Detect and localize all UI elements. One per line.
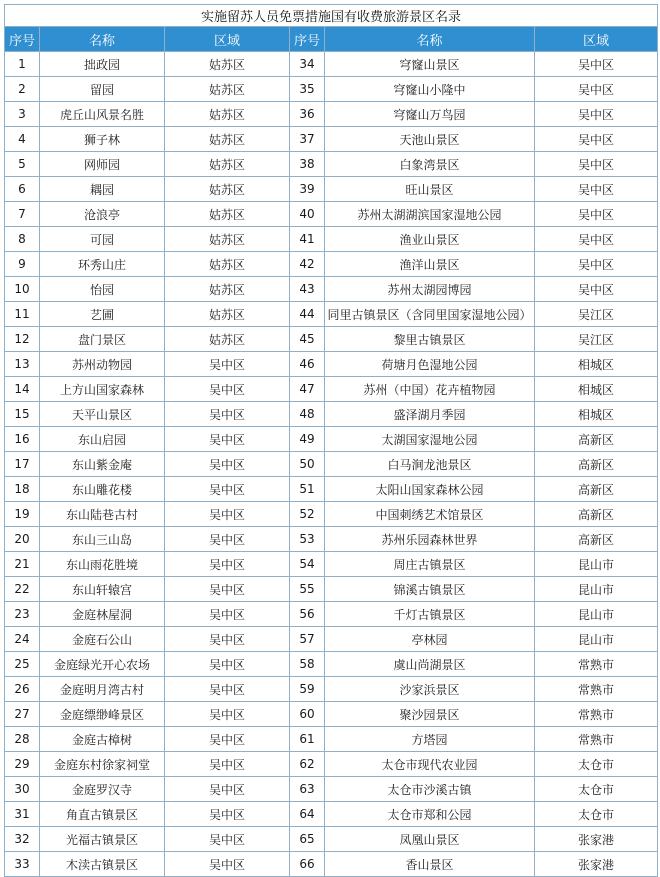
table-row — [5, 327, 658, 352]
cell-name-right: 苏州（中国）花卉植物园 — [325, 377, 535, 402]
cell-name-right: 白象湾景区 — [325, 152, 535, 177]
cell-name-left: 狮子林 — [40, 127, 165, 152]
table-row — [5, 652, 658, 677]
table-row — [5, 602, 658, 627]
cell-name-left: 上方山国家森林 — [40, 377, 165, 402]
table-title: 实施留苏人员免票措施国有收费旅游景区名录 — [5, 5, 658, 27]
cell-name-left: 光福古镇景区 — [40, 827, 165, 852]
cell-district-left: 吴中区 — [165, 452, 290, 477]
cell-name-right: 太仓市郑和公园 — [325, 802, 535, 827]
cell-no-left: 10 — [5, 277, 40, 302]
header-no-left: 序号 — [5, 27, 40, 52]
cell-name-right: 天池山景区 — [325, 127, 535, 152]
cell-district-right: 吴江区 — [535, 302, 658, 327]
cell-name-left: 东山雕花楼 — [40, 477, 165, 502]
cell-name-left: 盘门景区 — [40, 327, 165, 352]
cell-no-right: 47 — [290, 377, 325, 402]
cell-name-right: 苏州太湖湖滨国家湿地公园 — [325, 202, 535, 227]
cell-no-right: 63 — [290, 777, 325, 802]
cell-name-left: 沧浪亭 — [40, 202, 165, 227]
cell-district-right: 吴中区 — [535, 127, 658, 152]
cell-name-right: 荷塘月色湿地公园 — [325, 352, 535, 377]
cell-no-left: 11 — [5, 302, 40, 327]
cell-no-right: 41 — [290, 227, 325, 252]
table-row — [5, 552, 658, 577]
table-row — [5, 177, 658, 202]
table-row — [5, 827, 658, 852]
cell-no-right: 39 — [290, 177, 325, 202]
cell-no-right: 44 — [290, 302, 325, 327]
cell-name-left: 苏州动物园 — [40, 352, 165, 377]
cell-district-right: 昆山市 — [535, 552, 658, 577]
cell-district-left: 吴中区 — [165, 352, 290, 377]
cell-no-right: 40 — [290, 202, 325, 227]
cell-district-left: 吴中区 — [165, 402, 290, 427]
cell-district-left: 姑苏区 — [165, 277, 290, 302]
table-row — [5, 852, 658, 877]
cell-no-left: 12 — [5, 327, 40, 352]
cell-no-left: 3 — [5, 102, 40, 127]
cell-no-right: 66 — [290, 852, 325, 877]
cell-name-left: 耦园 — [40, 177, 165, 202]
header-name-left: 名称 — [40, 27, 165, 52]
cell-district-left: 姑苏区 — [165, 127, 290, 152]
table-row — [5, 277, 658, 302]
cell-district-left: 吴中区 — [165, 577, 290, 602]
cell-no-right: 46 — [290, 352, 325, 377]
table-row — [5, 502, 658, 527]
cell-no-left: 17 — [5, 452, 40, 477]
cell-no-left: 23 — [5, 602, 40, 627]
cell-district-right: 太仓市 — [535, 777, 658, 802]
cell-name-right: 穹窿山景区 — [325, 52, 535, 77]
cell-district-right: 常熟市 — [535, 702, 658, 727]
cell-no-right: 36 — [290, 102, 325, 127]
cell-district-right: 吴中区 — [535, 202, 658, 227]
cell-name-right: 同里古镇景区（含同里国家湿地公园） — [325, 302, 535, 327]
cell-name-left: 可园 — [40, 227, 165, 252]
cell-name-left: 金庭明月湾古村 — [40, 677, 165, 702]
cell-district-right: 吴中区 — [535, 52, 658, 77]
cell-name-right: 太阳山国家森林公园 — [325, 477, 535, 502]
cell-district-left: 吴中区 — [165, 602, 290, 627]
cell-name-right: 太仓市沙溪古镇 — [325, 777, 535, 802]
table-row — [5, 402, 658, 427]
cell-name-left: 东山陆巷古村 — [40, 502, 165, 527]
header-district-right: 区域 — [535, 27, 658, 52]
cell-no-left: 21 — [5, 552, 40, 577]
cell-no-right: 54 — [290, 552, 325, 577]
cell-no-left: 27 — [5, 702, 40, 727]
cell-name-right: 太湖国家湿地公园 — [325, 427, 535, 452]
table-row — [5, 802, 658, 827]
cell-name-right: 聚沙园景区 — [325, 702, 535, 727]
table-row — [5, 427, 658, 452]
cell-district-right: 吴中区 — [535, 227, 658, 252]
cell-no-left: 5 — [5, 152, 40, 177]
cell-district-right: 太仓市 — [535, 802, 658, 827]
cell-district-left: 姑苏区 — [165, 327, 290, 352]
table-row — [5, 77, 658, 102]
cell-name-left: 天平山景区 — [40, 402, 165, 427]
cell-no-left: 18 — [5, 477, 40, 502]
table-row — [5, 452, 658, 477]
cell-no-left: 29 — [5, 752, 40, 777]
scenic-list-document — [4, 4, 657, 877]
cell-no-right: 56 — [290, 602, 325, 627]
table-row — [5, 227, 658, 252]
cell-district-left: 吴中区 — [165, 802, 290, 827]
cell-no-left: 26 — [5, 677, 40, 702]
cell-district-left: 吴中区 — [165, 702, 290, 727]
cell-district-left: 吴中区 — [165, 427, 290, 452]
cell-no-right: 55 — [290, 577, 325, 602]
cell-name-right: 凤凰山景区 — [325, 827, 535, 852]
cell-name-right: 沙家浜景区 — [325, 677, 535, 702]
cell-district-left: 吴中区 — [165, 652, 290, 677]
cell-district-right: 吴中区 — [535, 252, 658, 277]
cell-name-right: 黎里古镇景区 — [325, 327, 535, 352]
cell-district-left: 姑苏区 — [165, 302, 290, 327]
table-row — [5, 302, 658, 327]
table-row — [5, 202, 658, 227]
cell-no-left: 15 — [5, 402, 40, 427]
header-row — [5, 27, 658, 52]
cell-name-right: 太仓市现代农业园 — [325, 752, 535, 777]
cell-district-left: 姑苏区 — [165, 52, 290, 77]
cell-no-left: 25 — [5, 652, 40, 677]
cell-district-left: 吴中区 — [165, 827, 290, 852]
cell-district-right: 吴中区 — [535, 277, 658, 302]
cell-no-right: 59 — [290, 677, 325, 702]
cell-district-right: 高新区 — [535, 477, 658, 502]
cell-district-left: 姑苏区 — [165, 227, 290, 252]
cell-no-right: 65 — [290, 827, 325, 852]
cell-name-left: 东山三山岛 — [40, 527, 165, 552]
cell-name-left: 虎丘山风景名胜 — [40, 102, 165, 127]
header-name-right: 名称 — [325, 27, 535, 52]
cell-district-left: 吴中区 — [165, 527, 290, 552]
cell-district-left: 吴中区 — [165, 627, 290, 652]
header-no-right: 序号 — [290, 27, 325, 52]
cell-no-left: 30 — [5, 777, 40, 802]
cell-name-right: 渔洋山景区 — [325, 252, 535, 277]
table-row — [5, 102, 658, 127]
cell-name-left: 金庭罗汉寺 — [40, 777, 165, 802]
cell-no-right: 49 — [290, 427, 325, 452]
cell-name-left: 东山轩辕宫 — [40, 577, 165, 602]
cell-no-right: 35 — [290, 77, 325, 102]
cell-district-right: 张家港 — [535, 827, 658, 852]
cell-district-left: 吴中区 — [165, 377, 290, 402]
cell-name-left: 金庭绿光开心农场 — [40, 652, 165, 677]
cell-no-left: 16 — [5, 427, 40, 452]
table-row — [5, 152, 658, 177]
cell-district-left: 姑苏区 — [165, 177, 290, 202]
cell-no-left: 28 — [5, 727, 40, 752]
cell-name-left: 东山启园 — [40, 427, 165, 452]
cell-district-left: 吴中区 — [165, 677, 290, 702]
cell-no-right: 61 — [290, 727, 325, 752]
cell-district-right: 吴江区 — [535, 327, 658, 352]
cell-name-right: 白马涧龙池景区 — [325, 452, 535, 477]
cell-name-left: 怡园 — [40, 277, 165, 302]
cell-district-right: 高新区 — [535, 502, 658, 527]
cell-no-right: 34 — [290, 52, 325, 77]
cell-no-left: 20 — [5, 527, 40, 552]
cell-no-right: 45 — [290, 327, 325, 352]
table-row — [5, 377, 658, 402]
cell-name-right: 周庄古镇景区 — [325, 552, 535, 577]
table-row — [5, 477, 658, 502]
cell-district-right: 吴中区 — [535, 152, 658, 177]
cell-no-left: 31 — [5, 802, 40, 827]
cell-district-left: 姑苏区 — [165, 77, 290, 102]
cell-name-right: 苏州太湖园博园 — [325, 277, 535, 302]
cell-no-right: 58 — [290, 652, 325, 677]
cell-no-left: 13 — [5, 352, 40, 377]
cell-no-right: 53 — [290, 527, 325, 552]
cell-no-right: 64 — [290, 802, 325, 827]
cell-no-right: 57 — [290, 627, 325, 652]
cell-district-left: 吴中区 — [165, 727, 290, 752]
cell-name-right: 香山景区 — [325, 852, 535, 877]
scenic-spot-table — [4, 4, 658, 877]
cell-district-right: 吴中区 — [535, 177, 658, 202]
cell-name-left: 东山雨花胜境 — [40, 552, 165, 577]
cell-name-left: 拙政园 — [40, 52, 165, 77]
cell-no-right: 43 — [290, 277, 325, 302]
cell-name-right: 苏州乐园森林世界 — [325, 527, 535, 552]
cell-name-left: 金庭缥缈峰景区 — [40, 702, 165, 727]
cell-name-right: 亭林园 — [325, 627, 535, 652]
header-district-left: 区域 — [165, 27, 290, 52]
cell-no-left: 9 — [5, 252, 40, 277]
cell-no-right: 52 — [290, 502, 325, 527]
cell-no-right: 51 — [290, 477, 325, 502]
cell-name-left: 环秀山庄 — [40, 252, 165, 277]
cell-district-left: 姑苏区 — [165, 202, 290, 227]
cell-district-right: 高新区 — [535, 527, 658, 552]
table-row — [5, 252, 658, 277]
cell-district-right: 常熟市 — [535, 652, 658, 677]
cell-district-left: 吴中区 — [165, 852, 290, 877]
cell-no-right: 42 — [290, 252, 325, 277]
cell-no-left: 24 — [5, 627, 40, 652]
cell-district-left: 姑苏区 — [165, 102, 290, 127]
table-row — [5, 352, 658, 377]
cell-district-right: 相城区 — [535, 352, 658, 377]
cell-name-left: 留园 — [40, 77, 165, 102]
cell-name-left: 金庭林屋洞 — [40, 602, 165, 627]
cell-district-right: 吴中区 — [535, 77, 658, 102]
cell-district-right: 高新区 — [535, 452, 658, 477]
cell-name-left: 艺圃 — [40, 302, 165, 327]
cell-district-right: 昆山市 — [535, 577, 658, 602]
cell-no-right: 48 — [290, 402, 325, 427]
cell-no-right: 37 — [290, 127, 325, 152]
cell-name-right: 旺山景区 — [325, 177, 535, 202]
cell-district-right: 高新区 — [535, 427, 658, 452]
cell-district-right: 张家港 — [535, 852, 658, 877]
cell-name-left: 金庭石公山 — [40, 627, 165, 652]
cell-no-left: 33 — [5, 852, 40, 877]
table-row — [5, 577, 658, 602]
cell-district-right: 常熟市 — [535, 677, 658, 702]
cell-name-right: 盛泽湖月季园 — [325, 402, 535, 427]
table-row — [5, 727, 658, 752]
cell-name-left: 角直古镇景区 — [40, 802, 165, 827]
cell-no-left: 19 — [5, 502, 40, 527]
cell-district-right: 相城区 — [535, 377, 658, 402]
cell-name-left: 金庭东村徐家祠堂 — [40, 752, 165, 777]
cell-district-right: 相城区 — [535, 402, 658, 427]
cell-district-left: 吴中区 — [165, 502, 290, 527]
table-row — [5, 127, 658, 152]
cell-district-right: 吴中区 — [535, 102, 658, 127]
cell-name-right: 渔业山景区 — [325, 227, 535, 252]
cell-no-left: 14 — [5, 377, 40, 402]
table-row — [5, 702, 658, 727]
cell-district-left: 吴中区 — [165, 477, 290, 502]
cell-no-right: 62 — [290, 752, 325, 777]
cell-name-right: 锦溪古镇景区 — [325, 577, 535, 602]
cell-no-left: 8 — [5, 227, 40, 252]
cell-district-left: 吴中区 — [165, 552, 290, 577]
cell-no-right: 38 — [290, 152, 325, 177]
cell-name-right: 穹窿山万鸟园 — [325, 102, 535, 127]
table-row — [5, 677, 658, 702]
cell-no-left: 32 — [5, 827, 40, 852]
cell-no-left: 7 — [5, 202, 40, 227]
cell-district-left: 姑苏区 — [165, 152, 290, 177]
cell-name-right: 穹窿山小隆中 — [325, 77, 535, 102]
table-row — [5, 627, 658, 652]
cell-name-left: 金庭古樟树 — [40, 727, 165, 752]
cell-no-left: 22 — [5, 577, 40, 602]
cell-district-right: 太仓市 — [535, 752, 658, 777]
cell-district-right: 常熟市 — [535, 727, 658, 752]
cell-name-left: 木渎古镇景区 — [40, 852, 165, 877]
table-row — [5, 752, 658, 777]
cell-district-right: 昆山市 — [535, 627, 658, 652]
cell-name-right: 千灯古镇景区 — [325, 602, 535, 627]
cell-name-right: 中国刺绣艺术馆景区 — [325, 502, 535, 527]
cell-name-right: 方塔园 — [325, 727, 535, 752]
cell-no-right: 50 — [290, 452, 325, 477]
cell-no-right: 60 — [290, 702, 325, 727]
cell-district-left: 吴中区 — [165, 777, 290, 802]
cell-name-left: 东山紫金庵 — [40, 452, 165, 477]
table-row — [5, 527, 658, 552]
cell-district-right: 昆山市 — [535, 602, 658, 627]
cell-no-left: 4 — [5, 127, 40, 152]
title-row — [5, 5, 658, 27]
cell-district-left: 姑苏区 — [165, 252, 290, 277]
cell-district-left: 吴中区 — [165, 752, 290, 777]
cell-no-left: 6 — [5, 177, 40, 202]
table-row — [5, 52, 658, 77]
cell-name-left: 网师园 — [40, 152, 165, 177]
cell-name-right: 虞山尚湖景区 — [325, 652, 535, 677]
cell-no-left: 1 — [5, 52, 40, 77]
cell-no-left: 2 — [5, 77, 40, 102]
table-row — [5, 777, 658, 802]
